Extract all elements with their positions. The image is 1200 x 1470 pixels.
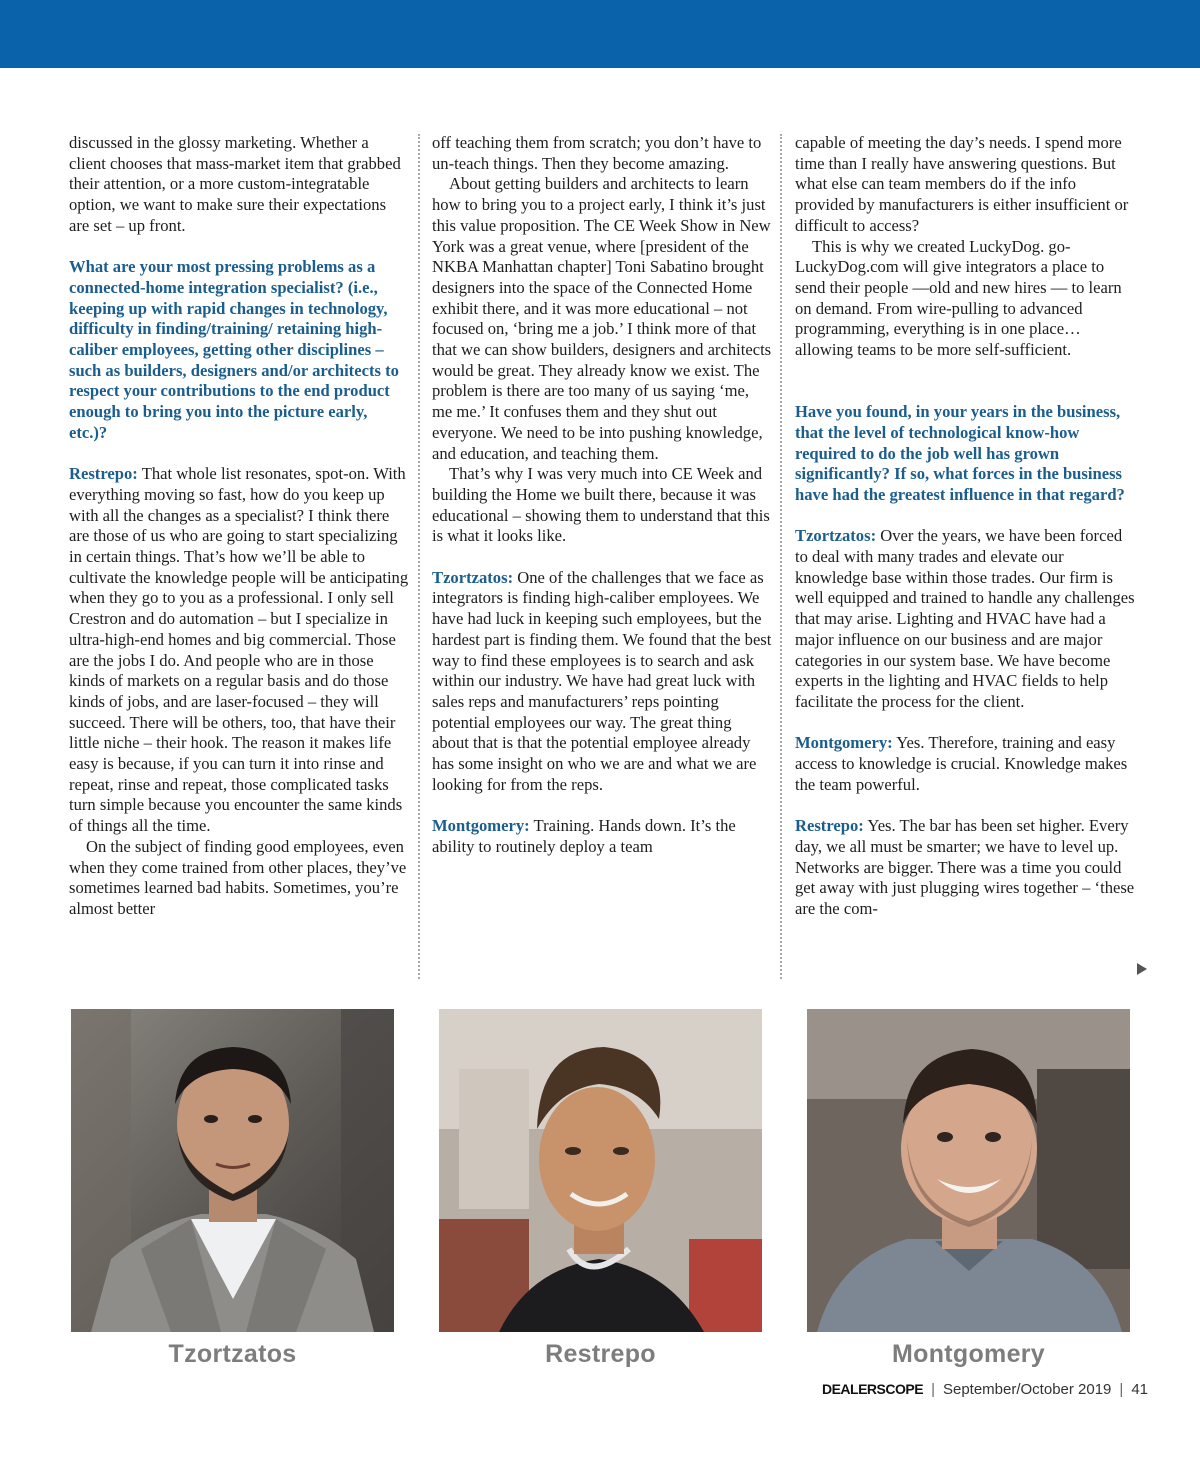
answer-paragraph xyxy=(432,568,772,796)
page-footer xyxy=(822,1381,1148,1398)
answer-text: Over the years, we have been forced to deal with many trades and elevate our knowledge base within those trades. Our firm is well equipped and trained to handle any challenges that may arise. Lighting and HVAC have had a major influence on our business and are major categories in our system base. We have become experts in the lighting and HVAC fields to help facilitate the process for the client. xyxy=(795,526,1135,711)
speaker-name: Tzortzatos: xyxy=(432,567,514,587)
photo-caption: Tzortzatos xyxy=(168,1340,297,1368)
speaker-name: Montgomery: xyxy=(432,816,530,836)
answer-paragraph xyxy=(795,816,1135,920)
paragraph: On the subject of finding good employees, even when they come trained from other places, they’ve sometimes learned bad habits. Sometimes, you’re almost better xyxy=(69,836,407,918)
paragraph: This is why we created LuckyDog. go-LuckyDog.com will give integrators a place to send their people —old and new hires — to learn on demand. From wire-pulling to advanced programming, everything is in one place… allowing teams to be more self-sufficient. xyxy=(795,236,1122,360)
article-column-3 xyxy=(795,133,1135,920)
answer-paragraph xyxy=(69,464,409,837)
answer-text: Yes. Therefore, training and easy access to knowledge is crucial. Knowledge makes the team powerful. xyxy=(795,733,1128,794)
speaker-name: Restrepo: xyxy=(795,816,864,836)
paragraph: off teaching them from scratch; you don’t have to un-teach things. Then they become amazing. xyxy=(432,133,762,173)
column-divider xyxy=(780,134,782,979)
paragraph: discussed in the glossy marketing. Whether a client chooses that mass-market item that grabbed their attention, or a more custom-integratable option, we want to make sure their expectations are set – up front. xyxy=(69,133,401,235)
portrait-photo-montgomery xyxy=(807,1009,1130,1332)
issue-date: September/October 2019 xyxy=(942,1381,1112,1398)
column-divider xyxy=(418,134,420,979)
portrait-photo-restrepo xyxy=(439,1009,762,1332)
speaker-name: Restrepo: xyxy=(69,464,138,484)
answer-text: Yes. The bar has been set higher. Every day, we all must be smarter; we have to level up. Networks are bigger. There was a time you could get away with just plugging wires together – ‘these are the com- xyxy=(795,816,1135,918)
paragraph: That’s why I was very much into CE Week and building the Home we built there, because it was educational – showing them to understand that this is what it looks like. xyxy=(432,464,770,546)
photo-caption: Montgomery xyxy=(892,1340,1045,1368)
magazine-logo: DEALERSCOPE xyxy=(821,1381,924,1397)
header-bar xyxy=(0,0,1200,68)
page-number: 41 xyxy=(1131,1381,1148,1398)
footer-divider: | xyxy=(931,1381,935,1398)
interview-question: What are your most pressing problems as a connected-home integration specialist? (i.e., keeping up with rapid changes in technology, difficulty in finding/training/ retaining high-caliber employees, getting other disciplines – such as builders, designers and/or architects to respect your contributions to the end product enough to bring you into the picture early, etc.)? xyxy=(69,257,399,442)
answer-paragraph xyxy=(795,733,1135,795)
continue-arrow-icon xyxy=(1137,963,1147,975)
paragraph: About getting builders and architects to learn how to bring you to a project early, I think it’s just this value proposition. The CE Week Show in New York was a great venue, where [president of the NKBA Manhattan chapter] Toni Sabatino brought designers into the space of the Connected Home exhibit there, and it was more educational – not focused on, ‘bring me a job.’ I think more of that that we can show builders, designers and architects would be great. They already know we exist. The problem is there are too many of us saying ‘me, me me.’ It confuses them and they shut out everyone. We need to be into pushing knowledge, and education, and teaching them. xyxy=(432,174,772,463)
answer-paragraph xyxy=(432,816,772,857)
answer-paragraph xyxy=(795,526,1135,712)
answer-text: One of the challenges that we face as integrators is finding high-caliber employees. We have had luck in keeping such employees, but the hardest part is finding them. We found that the best way to find these employees is to search and ask within our industry. We have had great luck with sales reps and manufacturers’ reps pointing potential employees our way. The great thing about that is that the potential employee already has some insight on who we are and what we are looking for from the reps. xyxy=(432,567,772,794)
interview-question: Have you found, in your years in the business, that the level of technological know-how required to do the job well has grown significantly? If so, what forces in the business have had the greatest influence in that regard? xyxy=(795,402,1125,504)
answer-text: Training. Hands down. It’s the ability to routinely deploy a team xyxy=(432,816,736,856)
speaker-name: Tzortzatos: xyxy=(795,526,877,546)
article-column-1 xyxy=(69,133,409,920)
photo-caption: Restrepo xyxy=(545,1340,656,1368)
portrait-photo-tzortzatos xyxy=(71,1009,394,1332)
answer-text: That whole list resonates, spot-on. With everything moving so fast, how do you keep up with all the changes as a specialist? I think there are those of us who are going to start specializing in certain things. That’s how we’ll be able to cultivate the knowledge people will be anticipating when they go to you as a professional. I only sell Crestron and do automation – but I specialize in ultra-high-end homes and big commercial. Those are the jobs I do. And people who are in those kinds of markets on a regular basis and do those kinds of jobs, and are laser-focused – they will succeed. There will be others, too, that have their little niche – their hook. The reason it makes life easy is because, if you can turn it into rinse and repeat, rinse and repeat, those complicated tasks turn simple because you encounter the same kinds of things all the time. xyxy=(69,464,409,836)
footer-divider: | xyxy=(1119,1381,1124,1398)
article-column-2 xyxy=(432,133,772,858)
paragraph: capable of meeting the day’s needs. I spend more time than I really have answering questions. But what else can team members do if the info provided by manufacturers is either insufficient or difficult to access? xyxy=(795,133,1129,235)
speaker-name: Montgomery: xyxy=(795,733,893,753)
